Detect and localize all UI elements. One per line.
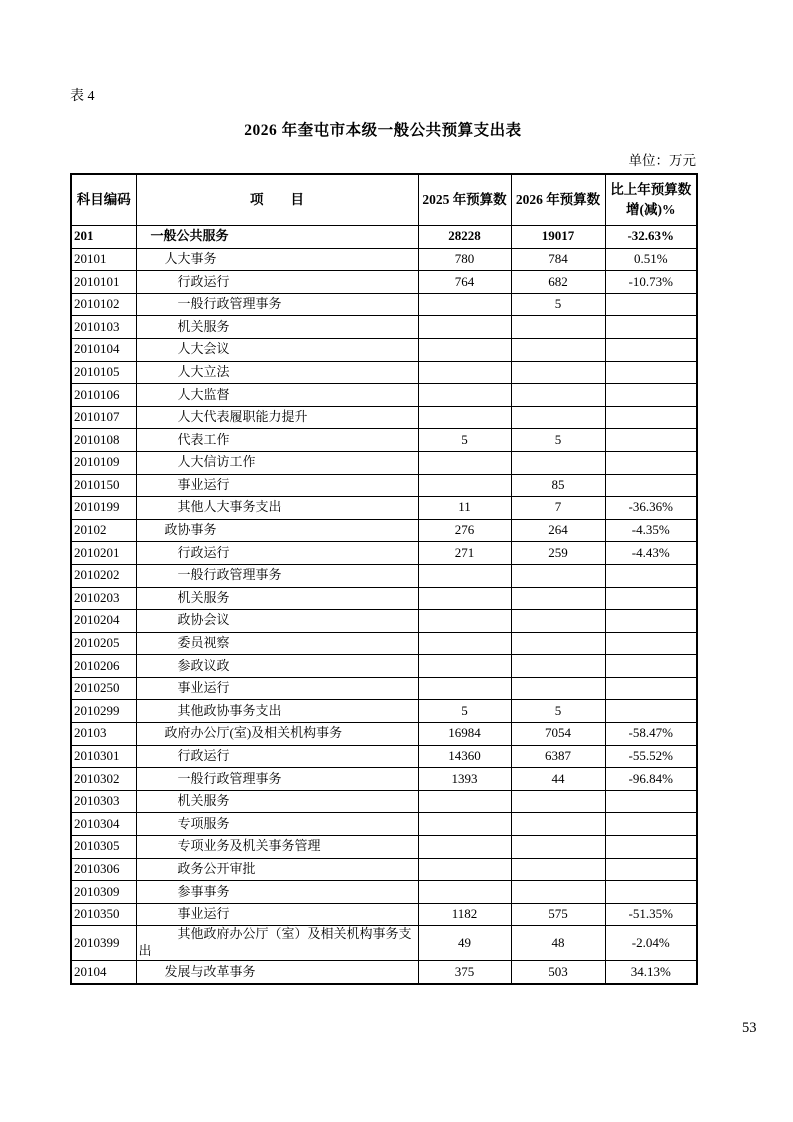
budget-2025-cell bbox=[418, 406, 511, 429]
budget-2025-cell: 1393 bbox=[418, 768, 511, 791]
pct-change-cell: -55.52% bbox=[605, 745, 697, 768]
item-name-cell: 一般行政管理事务 bbox=[136, 293, 418, 316]
subject-code-cell: 2010304 bbox=[71, 813, 136, 836]
budget-2025-cell: 16984 bbox=[418, 723, 511, 746]
budget-2026-cell bbox=[511, 587, 605, 610]
table-row bbox=[71, 790, 697, 813]
col-header-item: 项 目 bbox=[136, 174, 418, 226]
pct-change-cell bbox=[605, 858, 697, 881]
item-name-cell: 事业运行 bbox=[136, 903, 418, 926]
pct-change-cell bbox=[605, 361, 697, 384]
item-name-cell: 委员视察 bbox=[136, 632, 418, 655]
pct-change-cell: -4.43% bbox=[605, 542, 697, 565]
table-row bbox=[71, 836, 697, 859]
pct-change-cell bbox=[605, 610, 697, 633]
budget-2025-cell: 11 bbox=[418, 497, 511, 520]
budget-2026-cell: 5 bbox=[511, 293, 605, 316]
budget-2025-cell bbox=[418, 564, 511, 587]
table-row bbox=[71, 610, 697, 633]
item-name-cell: 人大会议 bbox=[136, 338, 418, 361]
budget-2026-cell bbox=[511, 858, 605, 881]
budget-2025-cell: 271 bbox=[418, 542, 511, 565]
budget-2025-cell bbox=[418, 451, 511, 474]
pct-change-cell bbox=[605, 700, 697, 723]
col-header-budget-2025: 2025 年预算数 bbox=[418, 174, 511, 226]
subject-code-cell: 201 bbox=[71, 226, 136, 249]
budget-2026-cell: 7 bbox=[511, 497, 605, 520]
table-row bbox=[71, 542, 697, 565]
pct-change-cell bbox=[605, 677, 697, 700]
budget-table bbox=[70, 173, 698, 985]
subject-code-cell: 2010309 bbox=[71, 881, 136, 904]
budget-2025-cell: 14360 bbox=[418, 745, 511, 768]
budget-2026-cell bbox=[511, 813, 605, 836]
item-name-cell: 专项服务 bbox=[136, 813, 418, 836]
table-row bbox=[71, 587, 697, 610]
budget-2025-cell: 764 bbox=[418, 271, 511, 294]
document-content bbox=[70, 88, 696, 985]
item-name-cell: 专项业务及机关事务管理 bbox=[136, 836, 418, 859]
table-row bbox=[71, 406, 697, 429]
item-name-cell: 其他政府办公厅（室）及相关机构事务支出 bbox=[136, 926, 418, 961]
budget-2026-cell: 784 bbox=[511, 248, 605, 271]
budget-2026-cell bbox=[511, 361, 605, 384]
item-name-cell: 一般公共服务 bbox=[136, 226, 418, 249]
item-name-cell: 机关服务 bbox=[136, 790, 418, 813]
table-row bbox=[71, 926, 697, 961]
table-row bbox=[71, 813, 697, 836]
pct-change-cell bbox=[605, 474, 697, 497]
unit-label: 单位：万元 bbox=[628, 153, 696, 168]
pct-change-cell bbox=[605, 790, 697, 813]
item-name-cell: 政府办公厅(室)及相关机构事务 bbox=[136, 723, 418, 746]
item-name-cell: 一般行政管理事务 bbox=[136, 564, 418, 587]
subject-code-cell: 2010105 bbox=[71, 361, 136, 384]
table-row bbox=[71, 497, 697, 520]
table-row bbox=[71, 903, 697, 926]
item-name-cell: 人大监督 bbox=[136, 384, 418, 407]
col-header-budget-2026: 2026 年预算数 bbox=[511, 174, 605, 226]
item-name-cell: 人大代表履职能力提升 bbox=[136, 406, 418, 429]
budget-2026-cell bbox=[511, 564, 605, 587]
table-row bbox=[71, 248, 697, 271]
table-row bbox=[71, 768, 697, 791]
budget-2025-cell bbox=[418, 632, 511, 655]
table-row bbox=[71, 858, 697, 881]
item-name-cell: 参政议政 bbox=[136, 655, 418, 678]
subject-code-cell: 2010104 bbox=[71, 338, 136, 361]
table-row bbox=[71, 271, 697, 294]
table-row bbox=[71, 961, 697, 984]
item-name-cell: 人大信访工作 bbox=[136, 451, 418, 474]
budget-2026-cell: 503 bbox=[511, 961, 605, 984]
pct-change-cell bbox=[605, 429, 697, 452]
item-name-cell: 事业运行 bbox=[136, 474, 418, 497]
subject-code-cell: 2010399 bbox=[71, 926, 136, 961]
budget-2025-cell bbox=[418, 587, 511, 610]
table-row bbox=[71, 384, 697, 407]
item-name-cell: 事业运行 bbox=[136, 677, 418, 700]
budget-2026-cell: 48 bbox=[511, 926, 605, 961]
pct-change-cell: 0.51% bbox=[605, 248, 697, 271]
pct-change-cell bbox=[605, 316, 697, 339]
table-row bbox=[71, 429, 697, 452]
pct-change-cell: 34.13% bbox=[605, 961, 697, 984]
budget-2025-cell bbox=[418, 384, 511, 407]
col-header-subject-code: 科目编码 bbox=[71, 174, 136, 226]
budget-2026-cell: 7054 bbox=[511, 723, 605, 746]
item-name-cell: 行政运行 bbox=[136, 271, 418, 294]
item-name-cell: 参事事务 bbox=[136, 881, 418, 904]
budget-2025-cell: 375 bbox=[418, 961, 511, 984]
item-name-cell: 其他政协事务支出 bbox=[136, 700, 418, 723]
budget-2025-cell: 28228 bbox=[418, 226, 511, 249]
item-name-cell: 一般行政管理事务 bbox=[136, 768, 418, 791]
budget-2025-cell: 5 bbox=[418, 700, 511, 723]
table-row bbox=[71, 881, 697, 904]
subject-code-cell: 2010299 bbox=[71, 700, 136, 723]
subject-code-cell: 2010205 bbox=[71, 632, 136, 655]
budget-2025-cell bbox=[418, 655, 511, 678]
budget-2025-cell: 5 bbox=[418, 429, 511, 452]
budget-2026-cell bbox=[511, 338, 605, 361]
budget-2026-cell: 5 bbox=[511, 429, 605, 452]
budget-2026-cell bbox=[511, 632, 605, 655]
budget-2025-cell: 780 bbox=[418, 248, 511, 271]
subject-code-cell: 2010202 bbox=[71, 564, 136, 587]
budget-2025-cell bbox=[418, 316, 511, 339]
table-row bbox=[71, 338, 697, 361]
item-name-cell: 行政运行 bbox=[136, 745, 418, 768]
item-name-cell: 政协事务 bbox=[136, 519, 418, 542]
pct-change-cell bbox=[605, 293, 697, 316]
budget-2026-cell bbox=[511, 790, 605, 813]
pct-change-cell bbox=[605, 587, 697, 610]
item-name-cell: 机关服务 bbox=[136, 316, 418, 339]
table-row bbox=[71, 226, 697, 249]
budget-2026-cell: 85 bbox=[511, 474, 605, 497]
subject-code-cell: 2010250 bbox=[71, 677, 136, 700]
budget-2025-cell bbox=[418, 858, 511, 881]
item-name-cell: 发展与改革事务 bbox=[136, 961, 418, 984]
subject-code-cell: 2010201 bbox=[71, 542, 136, 565]
subject-code-cell: 2010107 bbox=[71, 406, 136, 429]
budget-2025-cell: 1182 bbox=[418, 903, 511, 926]
pct-change-cell bbox=[605, 564, 697, 587]
subject-code-cell: 2010306 bbox=[71, 858, 136, 881]
col-header-pct-change: 比上年预算数增(减)% bbox=[605, 174, 697, 226]
pct-change-cell: -32.63% bbox=[605, 226, 697, 249]
subject-code-cell: 20101 bbox=[71, 248, 136, 271]
pct-change-cell bbox=[605, 384, 697, 407]
budget-2025-cell: 276 bbox=[418, 519, 511, 542]
subject-code-cell: 20102 bbox=[71, 519, 136, 542]
budget-2025-cell bbox=[418, 836, 511, 859]
table-row bbox=[71, 655, 697, 678]
item-name-cell: 机关服务 bbox=[136, 587, 418, 610]
table-label: 表 4 bbox=[70, 89, 95, 104]
header-row bbox=[71, 174, 697, 226]
subject-code-cell: 20104 bbox=[71, 961, 136, 984]
subject-code-cell: 2010102 bbox=[71, 293, 136, 316]
pct-change-cell: -51.35% bbox=[605, 903, 697, 926]
table-row bbox=[71, 474, 697, 497]
subject-code-cell: 2010199 bbox=[71, 497, 136, 520]
pct-change-cell: -58.47% bbox=[605, 723, 697, 746]
budget-2025-cell bbox=[418, 790, 511, 813]
budget-2026-cell bbox=[511, 881, 605, 904]
budget-2026-cell bbox=[511, 451, 605, 474]
budget-2026-cell: 264 bbox=[511, 519, 605, 542]
budget-2026-cell: 575 bbox=[511, 903, 605, 926]
pct-change-cell bbox=[605, 813, 697, 836]
budget-2026-cell bbox=[511, 836, 605, 859]
subject-code-cell: 2010109 bbox=[71, 451, 136, 474]
subject-code-cell: 2010303 bbox=[71, 790, 136, 813]
budget-2026-cell bbox=[511, 610, 605, 633]
budget-2026-cell bbox=[511, 655, 605, 678]
budget-2025-cell bbox=[418, 474, 511, 497]
budget-2025-cell bbox=[418, 813, 511, 836]
pct-change-cell bbox=[605, 836, 697, 859]
page-number: 53 bbox=[742, 1020, 757, 1036]
budget-2026-cell bbox=[511, 316, 605, 339]
item-name-cell: 人大事务 bbox=[136, 248, 418, 271]
table-row bbox=[71, 700, 697, 723]
pct-change-cell bbox=[605, 406, 697, 429]
table-row bbox=[71, 632, 697, 655]
subject-code-cell: 2010108 bbox=[71, 429, 136, 452]
pct-change-cell bbox=[605, 655, 697, 678]
subject-code-cell: 20103 bbox=[71, 723, 136, 746]
subject-code-cell: 2010204 bbox=[71, 610, 136, 633]
item-name-cell: 其他人大事务支出 bbox=[136, 497, 418, 520]
subject-code-cell: 2010350 bbox=[71, 903, 136, 926]
item-name-cell: 行政运行 bbox=[136, 542, 418, 565]
budget-2025-cell bbox=[418, 677, 511, 700]
budget-2025-cell bbox=[418, 610, 511, 633]
table-row bbox=[71, 316, 697, 339]
pct-change-cell: -96.84% bbox=[605, 768, 697, 791]
table-row bbox=[71, 361, 697, 384]
pct-change-cell bbox=[605, 632, 697, 655]
item-name-cell: 代表工作 bbox=[136, 429, 418, 452]
budget-2025-cell bbox=[418, 338, 511, 361]
budget-2026-cell: 259 bbox=[511, 542, 605, 565]
subject-code-cell: 2010301 bbox=[71, 745, 136, 768]
subject-code-cell: 2010101 bbox=[71, 271, 136, 294]
budget-2026-cell: 5 bbox=[511, 700, 605, 723]
budget-2025-cell bbox=[418, 881, 511, 904]
budget-2026-cell bbox=[511, 406, 605, 429]
table-row bbox=[71, 293, 697, 316]
table-row bbox=[71, 451, 697, 474]
subject-code-cell: 2010302 bbox=[71, 768, 136, 791]
budget-2026-cell: 44 bbox=[511, 768, 605, 791]
subject-code-cell: 2010103 bbox=[71, 316, 136, 339]
pct-change-cell bbox=[605, 338, 697, 361]
table-row bbox=[71, 564, 697, 587]
pct-change-cell: -36.36% bbox=[605, 497, 697, 520]
item-name-cell: 政务公开审批 bbox=[136, 858, 418, 881]
budget-2026-cell bbox=[511, 384, 605, 407]
subject-code-cell: 2010203 bbox=[71, 587, 136, 610]
budget-2025-cell bbox=[418, 293, 511, 316]
budget-2026-cell: 682 bbox=[511, 271, 605, 294]
pct-change-cell bbox=[605, 881, 697, 904]
subject-code-cell: 2010106 bbox=[71, 384, 136, 407]
pct-change-cell: -2.04% bbox=[605, 926, 697, 961]
budget-2026-cell: 19017 bbox=[511, 226, 605, 249]
table-row bbox=[71, 723, 697, 746]
subject-code-cell: 2010206 bbox=[71, 655, 136, 678]
item-name-cell: 人大立法 bbox=[136, 361, 418, 384]
item-name-cell: 政协会议 bbox=[136, 610, 418, 633]
table-row bbox=[71, 677, 697, 700]
page-title: 2026 年奎屯市本级一般公共预算支出表 bbox=[244, 122, 522, 139]
budget-2025-cell: 49 bbox=[418, 926, 511, 961]
budget-2025-cell bbox=[418, 361, 511, 384]
pct-change-cell bbox=[605, 451, 697, 474]
pct-change-cell: -4.35% bbox=[605, 519, 697, 542]
budget-2026-cell bbox=[511, 677, 605, 700]
table-row bbox=[71, 519, 697, 542]
pct-change-cell: -10.73% bbox=[605, 271, 697, 294]
budget-2026-cell: 6387 bbox=[511, 745, 605, 768]
table-row bbox=[71, 745, 697, 768]
subject-code-cell: 2010150 bbox=[71, 474, 136, 497]
subject-code-cell: 2010305 bbox=[71, 836, 136, 859]
